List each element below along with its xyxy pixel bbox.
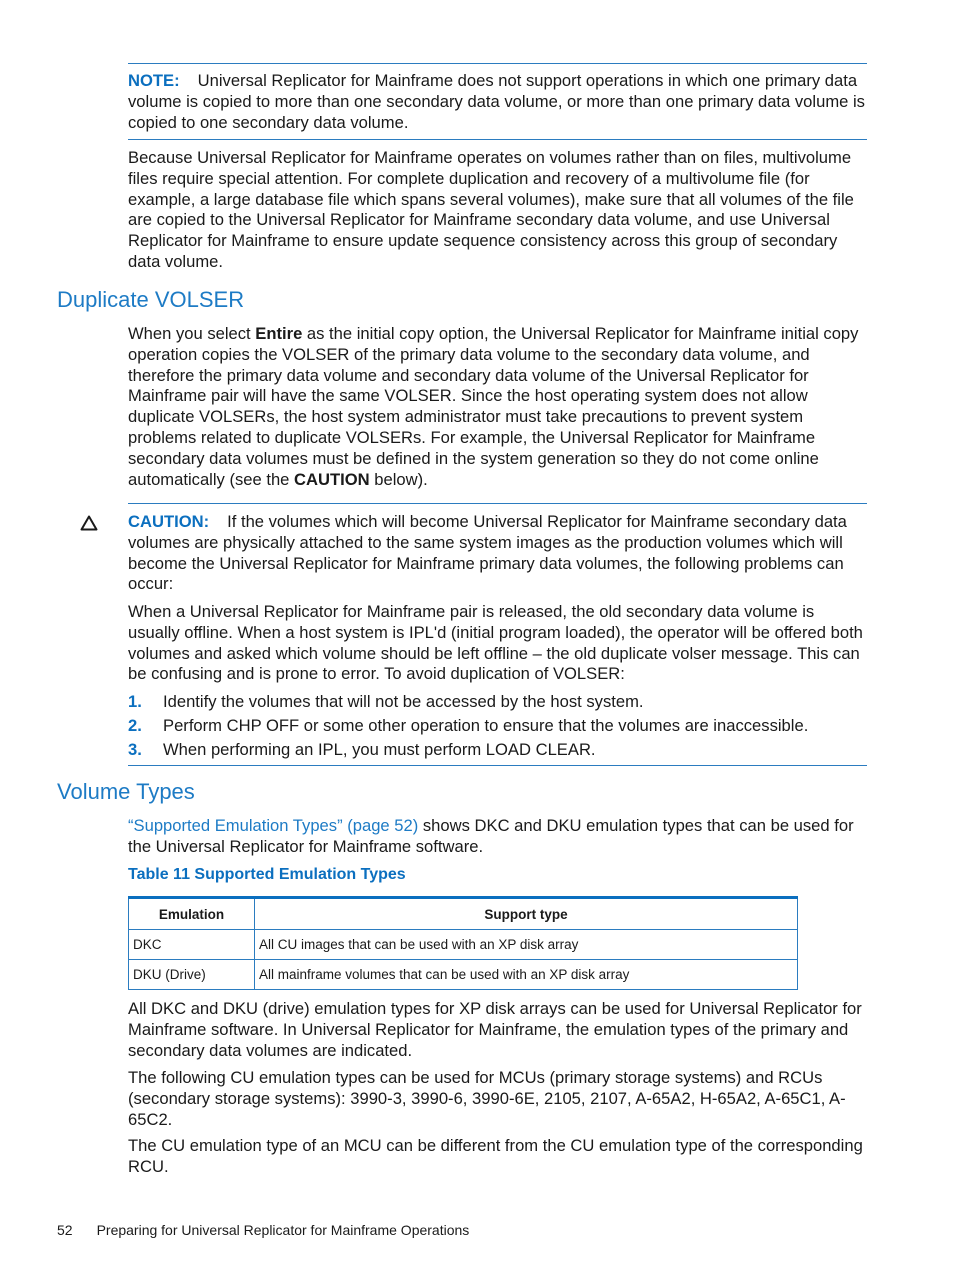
heading-duplicate-volser: Duplicate VOLSER bbox=[57, 287, 245, 312]
list-item bbox=[128, 690, 868, 714]
duplicate-volser-paragraph bbox=[128, 324, 868, 490]
duplicate-text-b: as the initial copy option, the Universal Replicator for Mainframe initial copy operation copies the VOLSER of the primary data volume to the secondary data volume, and therefore the primary data volume and secondary data volume of the Universal Replicator for Mainframe pair will have the same VOLSER. Since the host operating system does not allow duplicate VOLSERs, the host system administrator must take precautions to prevent system problems related to duplicate VOLSERs. For example, the Universal Replicator for Mainframe secondary data volumes must be defined in the system generation so they do not come online automatically (see the bbox=[128, 324, 859, 489]
step-number: 3. bbox=[128, 740, 142, 759]
caution-bold-ref: CAUTION bbox=[294, 469, 370, 489]
emulation-paragraph-3 bbox=[128, 1136, 868, 1178]
note-top-rule bbox=[128, 63, 867, 64]
column-header-support-type: Support type bbox=[255, 898, 798, 930]
table-row bbox=[129, 960, 798, 990]
emulation-text-2: The following CU emulation types can be used for MCUs (primary storage systems) and RCUs (secondary storage systems): 3990-3, 3990-6, 3990-6E, 2105, 2107, A-65A2, H-65A2, A-65C1, A-65C2. bbox=[128, 1068, 846, 1129]
duplicate-text-c: below). bbox=[369, 469, 428, 489]
emulation-paragraph-2 bbox=[128, 1068, 868, 1130]
table-title: Table 11 Supported Emulation Types bbox=[128, 866, 406, 883]
emulation-text-3: The CU emulation type of an MCU can be different from the CU emulation type of the corresponding RCU. bbox=[128, 1136, 863, 1176]
caution-para-text: When a Universal Replicator for Mainframe pair is released, the old secondary data volume is usually offline. When a host system is IPL'd (initial program loaded), the operator will be offered both volumes and asked which volume should be left offline – the old duplicate volser message. This can be confusing and is prone to error. To avoid duplication of VOLSER: bbox=[128, 602, 863, 684]
volume-types-intro bbox=[128, 816, 868, 858]
caution-paragraph bbox=[128, 602, 868, 685]
emulation-types-table bbox=[128, 896, 798, 990]
table-cell: DKU (Drive) bbox=[129, 960, 255, 990]
caution-block bbox=[128, 512, 868, 595]
caution-triangle-icon bbox=[80, 515, 98, 531]
caution-bottom-rule bbox=[128, 765, 867, 766]
note-text: Universal Replicator for Mainframe does not support operations in which one primary data volume is copied to more than one secondary data volume, or more than one primary data volume is copied to one secondary data volume. bbox=[128, 71, 865, 132]
table-cross-reference-link[interactable]: “Supported Emulation Types” (page 52) bbox=[128, 816, 419, 835]
duplicate-text-a: When you select bbox=[128, 324, 256, 343]
note-label: NOTE: bbox=[128, 71, 180, 90]
emulation-paragraph-1 bbox=[128, 999, 868, 1061]
step-text: When performing an IPL, you must perform LOAD CLEAR. bbox=[163, 740, 596, 759]
table-header-row bbox=[129, 898, 798, 930]
note-bottom-rule bbox=[128, 139, 867, 140]
step-number: 2. bbox=[128, 716, 142, 735]
intro-text: shows DKC and DKU emulation types that can be used for the Universal Replicator for Mainframe software. bbox=[128, 816, 854, 856]
page-footer bbox=[57, 1222, 469, 1238]
table-cell: DKC bbox=[129, 930, 255, 960]
multivolume-paragraph bbox=[128, 148, 868, 273]
table-row bbox=[129, 930, 798, 960]
table-cell: All CU images that can be used with an XP disk array bbox=[255, 930, 798, 960]
caution-label: CAUTION: bbox=[128, 512, 210, 531]
column-header-emulation: Emulation bbox=[129, 898, 255, 930]
entire-bold: Entire bbox=[255, 324, 303, 343]
heading-volume-types: Volume Types bbox=[57, 779, 195, 804]
step-text: Perform CHP OFF or some other operation to ensure that the volumes are inaccessible. bbox=[163, 716, 809, 735]
multivolume-text: Because Universal Replicator for Mainframe operates on volumes rather than on files, multivolume files require special attention. For complete duplication and recovery of a multivolume file (for example, a large database file which spans several volumes), make sure that all volumes of the file are copied to the Universal Replicator for Mainframe secondary data volume, and use Universal Replicator for Mainframe to ensure update sequence consistency across this group of secondary data volume. bbox=[128, 148, 854, 271]
step-number: 1. bbox=[128, 692, 142, 711]
step-text: Identify the volumes that will not be accessed by the host system. bbox=[163, 692, 644, 711]
caution-text: If the volumes which will become Universal Replicator for Mainframe secondary data volumes are physically attached to the same system images as the production volumes which will become the Universal Replicator for Mainframe primary data volumes, the following problems can occur: bbox=[128, 512, 847, 594]
list-item bbox=[128, 714, 868, 738]
emulation-text-1: All DKC and DKU (drive) emulation types for XP disk arrays can be used for Universal Replicator for Mainframe software. In Universal Replicator for Mainframe, the emulation types of the primary and secondary data volumes are indicated. bbox=[128, 999, 862, 1060]
table-cell: All mainframe volumes that can be used with an XP disk array bbox=[255, 960, 798, 990]
caution-top-rule bbox=[128, 503, 867, 504]
footer-title: Preparing for Universal Replicator for Mainframe Operations bbox=[96, 1222, 470, 1238]
caution-steps-list bbox=[128, 690, 868, 762]
list-item bbox=[128, 738, 868, 762]
page-number: 52 bbox=[57, 1222, 73, 1238]
note-block bbox=[128, 71, 868, 133]
